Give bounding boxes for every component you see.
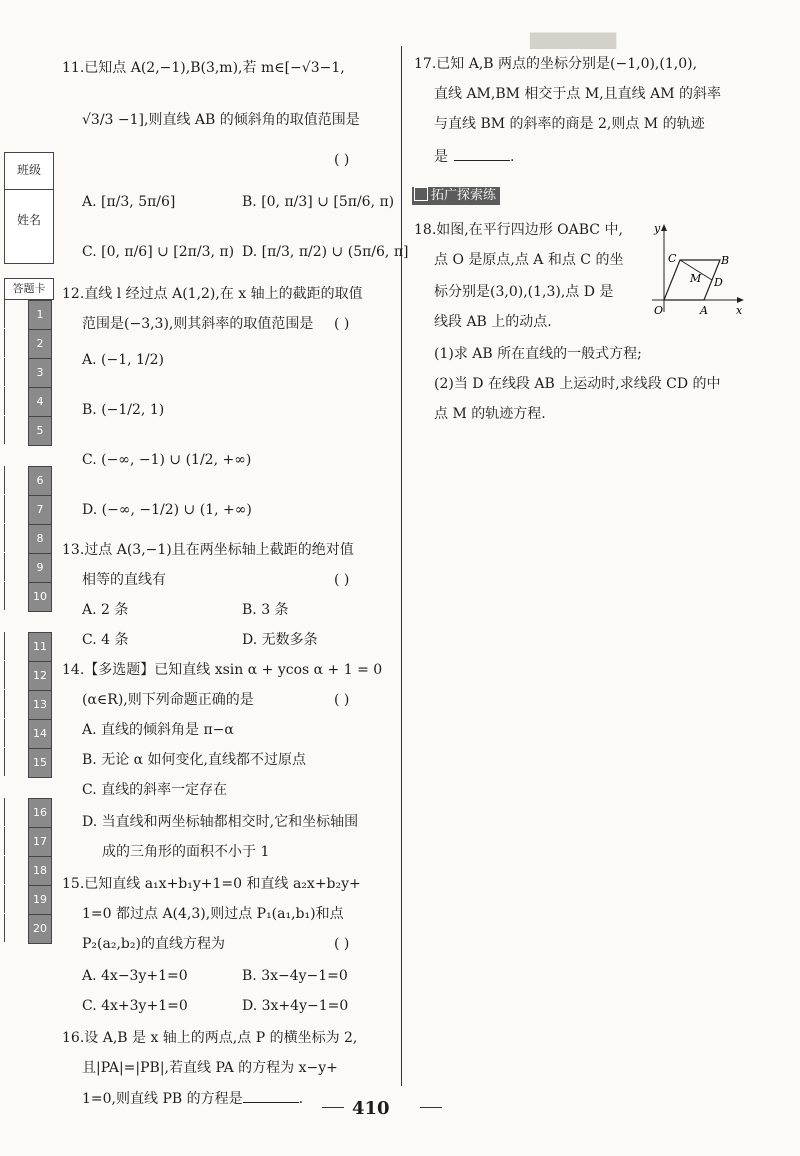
q14-option-d-line1: D. 当直线和两坐标轴都相交时,它和坐标轴围 (82, 814, 359, 830)
q15-line3: P₂(a₂,b₂)的直线方程为 (82, 936, 225, 952)
q13-line2: 相等的直线有 (82, 572, 166, 588)
q17-line2: 直线 AM,BM 相交于点 M,且直线 AM 的斜率 (434, 86, 721, 102)
q15-line2: 1=0 都过点 A(4,3),则过点 P₁(a₁,b₁)和点 (82, 906, 344, 922)
q18-sub2-line1: (2)当 D 在线段 AB 上运动时,求线段 CD 的中 (434, 376, 721, 392)
q15-option-c: C. 4x+3y+1=0 (82, 998, 188, 1014)
q14-option-d-line2: 成的三角形的面积不小于 1 (102, 844, 270, 860)
class-label: 班级 (16, 163, 41, 177)
class-name-box (4, 152, 54, 264)
x-axis-arrow (737, 297, 744, 303)
page-number: 410 (352, 1098, 390, 1119)
answer-card-number: 13 (28, 690, 52, 720)
q12-line2: 范围是(−3,3),则其斜率的取值范围是 (82, 316, 314, 332)
answer-card-number: 9 (28, 553, 52, 583)
answer-card-slot[interactable] (4, 524, 29, 552)
answer-card-slot[interactable] (4, 856, 29, 884)
q12-option-d: D. (−∞, −1/2) ∪ (1, +∞) (82, 502, 252, 518)
answer-card-label: 答题卡 (4, 278, 54, 300)
book-icon (414, 187, 428, 201)
label-c: C (668, 252, 677, 265)
q17-line1: 17.已知 A,B 两点的坐标分别是(−1,0),(1,0), (414, 56, 698, 72)
q15-option-b: B. 3x−4y−1=0 (242, 968, 348, 984)
q11-option-b: B. [0, π/3] ∪ [5π/6, π) (242, 194, 395, 210)
answer-card-slot[interactable] (4, 632, 29, 660)
q17-answer-blank[interactable] (454, 148, 510, 161)
answer-card-number: 6 (28, 466, 52, 496)
answer-card-number: 10 (28, 582, 52, 612)
q16-line3-text: 1=0,则直线 PB 的方程是 (82, 1091, 243, 1107)
answer-card-number: 14 (28, 719, 52, 749)
q18-sub1: (1)求 AB 所在直线的一般式方程; (434, 346, 642, 362)
q14-line2: (α∈R),则下列命题正确的是 (82, 692, 254, 708)
page-number-dash-left (322, 1107, 344, 1108)
q18-line4: 线段 AB 上的动点. (434, 314, 552, 330)
y-axis-arrow (661, 224, 667, 231)
q16-end: . (298, 1091, 304, 1107)
name-label: 姓名 (16, 213, 41, 227)
q11-line1: 11.已知点 A(2,−1),B(3,m),若 m∈[−√3−1, (62, 60, 345, 76)
q15-option-a: A. 4x−3y+1=0 (82, 968, 188, 984)
label-x: x (736, 304, 743, 317)
q13-option-c: C. 4 条 (82, 632, 129, 648)
answer-card-number: 15 (28, 748, 52, 778)
q13-paren: ( ) (334, 572, 350, 588)
answer-card-slot[interactable] (4, 661, 29, 689)
answer-card-slot[interactable] (4, 885, 29, 913)
column-divider (401, 46, 402, 1086)
q14-line1: 14.【多选题】已知直线 xsin α + ycos α + 1 = 0 (62, 662, 383, 678)
answer-card-slot[interactable] (4, 358, 29, 386)
label-o: O (654, 304, 664, 317)
q18-line2: 点 O 是原点,点 A 和点 C 的坐 (434, 252, 624, 268)
label-a: A (700, 304, 708, 317)
q12-paren: ( ) (334, 316, 350, 332)
q11-option-d: D. [π/3, π/2) ∪ (5π/6, π] (242, 244, 409, 260)
q14-paren: ( ) (334, 692, 350, 708)
q12-option-b: B. (−1/2, 1) (82, 402, 165, 418)
q18-line3: 标分别是(3,0),(1,3),点 D 是 (434, 284, 614, 300)
q13-option-a: A. 2 条 (82, 602, 129, 618)
q11-paren: ( ) (334, 152, 350, 168)
answer-card-slot[interactable] (4, 719, 29, 747)
label-m: M (690, 272, 702, 285)
q17-line3: 与直线 BM 的斜率的商是 2,则点 M 的轨迹 (434, 116, 705, 132)
answer-card-slot[interactable] (4, 582, 29, 610)
q17-line4 (434, 148, 514, 165)
answer-card-number: 17 (28, 827, 52, 857)
answer-card-number: 16 (28, 798, 52, 828)
answer-card-slot[interactable] (4, 914, 29, 942)
q11-line2: √3/3 −1],则直线 AB 的倾斜角的取值范围是 (82, 112, 360, 128)
section-tag-extension (412, 187, 500, 205)
answer-card-slot[interactable] (4, 748, 29, 776)
answer-card-slot[interactable] (4, 300, 29, 328)
q12-option-a: A. (−1, 1/2) (82, 352, 165, 368)
q17-line4-text: 是 (434, 149, 448, 165)
answer-card-number: 20 (28, 914, 52, 944)
answer-card-slot[interactable] (4, 827, 29, 855)
q13-option-d: D. 无数多条 (242, 632, 318, 648)
answer-card-number: 12 (28, 661, 52, 691)
q14-option-c: C. 直线的斜率一定存在 (82, 782, 228, 798)
q17-end: . (510, 149, 515, 165)
answer-card-slot[interactable] (4, 387, 29, 415)
q15-paren: ( ) (334, 936, 350, 952)
answer-card-number: 7 (28, 495, 52, 525)
q11-option-a: A. [π/3, 5π/6] (82, 194, 176, 210)
q12-option-c: C. (−∞, −1) ∪ (1/2, +∞) (82, 452, 252, 468)
answer-card-number: 1 (28, 300, 52, 330)
label-b: B (721, 254, 730, 267)
section-title: 拓广探索练 (431, 188, 497, 203)
q18-line1: 18.如图,在平行四边形 OABC 中, (414, 222, 623, 238)
q11-option-c: C. [0, π/6] ∪ [2π/3, π) (82, 244, 235, 260)
q16-line3 (82, 1090, 303, 1107)
bleed-through-text: ▇▇▇▇▇▇▇ (530, 30, 617, 49)
page-number-dash-right (420, 1107, 442, 1108)
answer-card-number: 3 (28, 358, 52, 388)
answer-card-slot[interactable] (4, 466, 29, 494)
q15-option-d: D. 3x+4y−1=0 (242, 998, 349, 1014)
q13-option-b: B. 3 条 (242, 602, 289, 618)
answer-card-number: 2 (28, 329, 52, 359)
answer-card-number: 18 (28, 856, 52, 886)
q16-line2: 且|PA|=|PB|,若直线 PA 的方程为 x−y+ (82, 1060, 338, 1076)
q14-option-a: A. 直线的倾斜角是 π−α (82, 722, 234, 738)
answer-card-number: 5 (28, 416, 52, 446)
answer-card-slot[interactable] (4, 495, 29, 523)
q12-line1: 12.直线 l 经过点 A(1,2),在 x 轴上的截距的取值 (62, 286, 363, 302)
q15-line1: 15.已知直线 a₁x+b₁y+1=0 和直线 a₂x+b₂y+ (62, 876, 361, 892)
answer-card-slot[interactable] (4, 329, 29, 357)
q16-answer-blank[interactable] (243, 1090, 299, 1103)
answer-card-slot[interactable] (4, 553, 29, 581)
parallelogram-figure (648, 222, 748, 318)
answer-card-number: 11 (28, 632, 52, 662)
answer-card-number: 8 (28, 524, 52, 554)
answer-card-number: 19 (28, 885, 52, 915)
q16-line1: 16.设 A,B 是 x 轴上的两点,点 P 的横坐标为 2, (62, 1030, 358, 1046)
q18-sub2-line2: 点 M 的轨迹方程. (434, 406, 546, 422)
answer-card-slot[interactable] (4, 798, 29, 826)
answer-card-slot[interactable] (4, 416, 29, 444)
q14-option-b: B. 无论 α 如何变化,直线都不过原点 (82, 752, 306, 768)
q13-line1: 13.过点 A(3,−1)且在两坐标轴上截距的绝对值 (62, 542, 354, 558)
answer-card-slot[interactable] (4, 690, 29, 718)
label-d: D (714, 276, 723, 289)
label-y: y (654, 222, 661, 235)
answer-card-number: 4 (28, 387, 52, 417)
